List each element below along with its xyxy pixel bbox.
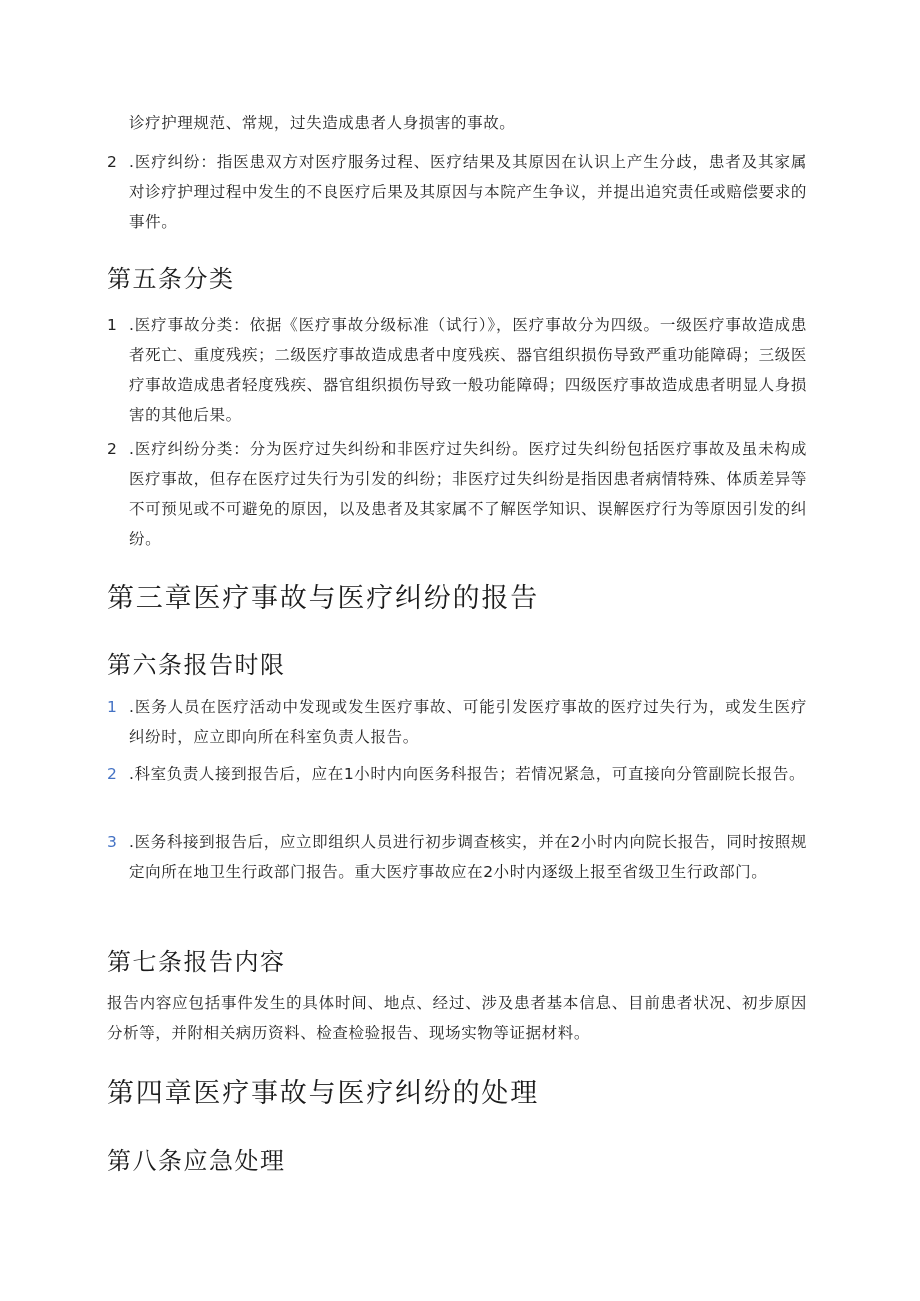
list-number: 1 xyxy=(107,316,118,334)
chapter-heading: 第三章医疗事故与医疗纠纷的报告 xyxy=(107,583,539,614)
continued-paragraph: 诊疗护理规范、常规，过失造成患者人身损害的事故。 xyxy=(129,114,516,132)
list-item-text: .科室负责人接到报告后，应在1小时内向医务科报告；若情况紧急，可直接向分管副院长报告。 xyxy=(129,765,806,783)
list-item-text: .医疗事故分类：依据《医疗事故分级标准（试行）》，医疗事故分为四级。一级医疗事故造成患者死亡、重度残疾；二级医疗事故造成患者中度残疾、器官组织损伤导致严重功能障碍；三级医疗事故造成患者轻度残疾、器官组织损伤导致一般功能障碍；四级医疗事故造成患者明显人身损害的其他后果。 xyxy=(129,316,807,424)
body-paragraph: 报告内容应包括事件发生的具体时间、地点、经过、涉及患者基本信息、目前患者状况、初步原因分析等，并附相关病历资料、检查检验报告、现场实物等证据材料。 xyxy=(107,994,807,1042)
list-item-text: .医疗纠纷：指医患双方对医疗服务过程、医疗结果及其原因在认识上产生分歧，患者及其家属对诊疗护理过程中发生的不良医疗后果及其原因与本院产生争议，并提出追究责任或赔偿要求的事件。 xyxy=(129,153,807,231)
list-number: 1 xyxy=(107,698,118,716)
list-item xyxy=(107,759,807,789)
list-item xyxy=(107,147,807,237)
list-item xyxy=(107,827,807,887)
section-heading: 第五条分类 xyxy=(107,265,235,293)
list-item xyxy=(107,434,807,554)
list-item-text: .医务人员在医疗活动中发现或发生医疗事故、可能引发医疗事故的医疗过失行为，或发生医疗纠纷时，应立即向所在科室负责人报告。 xyxy=(129,698,807,746)
list-item xyxy=(107,310,807,430)
list-number: 2 xyxy=(107,440,118,458)
list-item-text: .医务科接到报告后，应立即组织人员进行初步调查核实，并在2小时内向院长报告，同时按照规定向所在地卫生行政部门报告。重大医疗事故应在2小时内逐级上报至省级卫生行政部门。 xyxy=(129,833,807,881)
section-heading: 第六条报告时限 xyxy=(107,651,286,679)
section-heading: 第八条应急处理 xyxy=(107,1147,286,1175)
list-number: 2 xyxy=(107,765,118,783)
section-heading: 第七条报告内容 xyxy=(107,948,286,976)
list-number: 3 xyxy=(107,833,118,851)
list-item xyxy=(107,692,807,752)
chapter-heading: 第四章医疗事故与医疗纠纷的处理 xyxy=(107,1078,539,1109)
list-item-text: .医疗纠纷分类：分为医疗过失纠纷和非医疗过失纠纷。医疗过失纠纷包括医疗事故及虽未构成医疗事故，但存在医疗过失行为引发的纠纷；非医疗过失纠纷是指因患者病情特殊、体质差异等不可预见或不可避免的原因，以及患者及其家属不了解医学知识、误解医疗行为等原因引发的纠纷。 xyxy=(129,440,807,548)
list-number: 2 xyxy=(107,153,118,171)
